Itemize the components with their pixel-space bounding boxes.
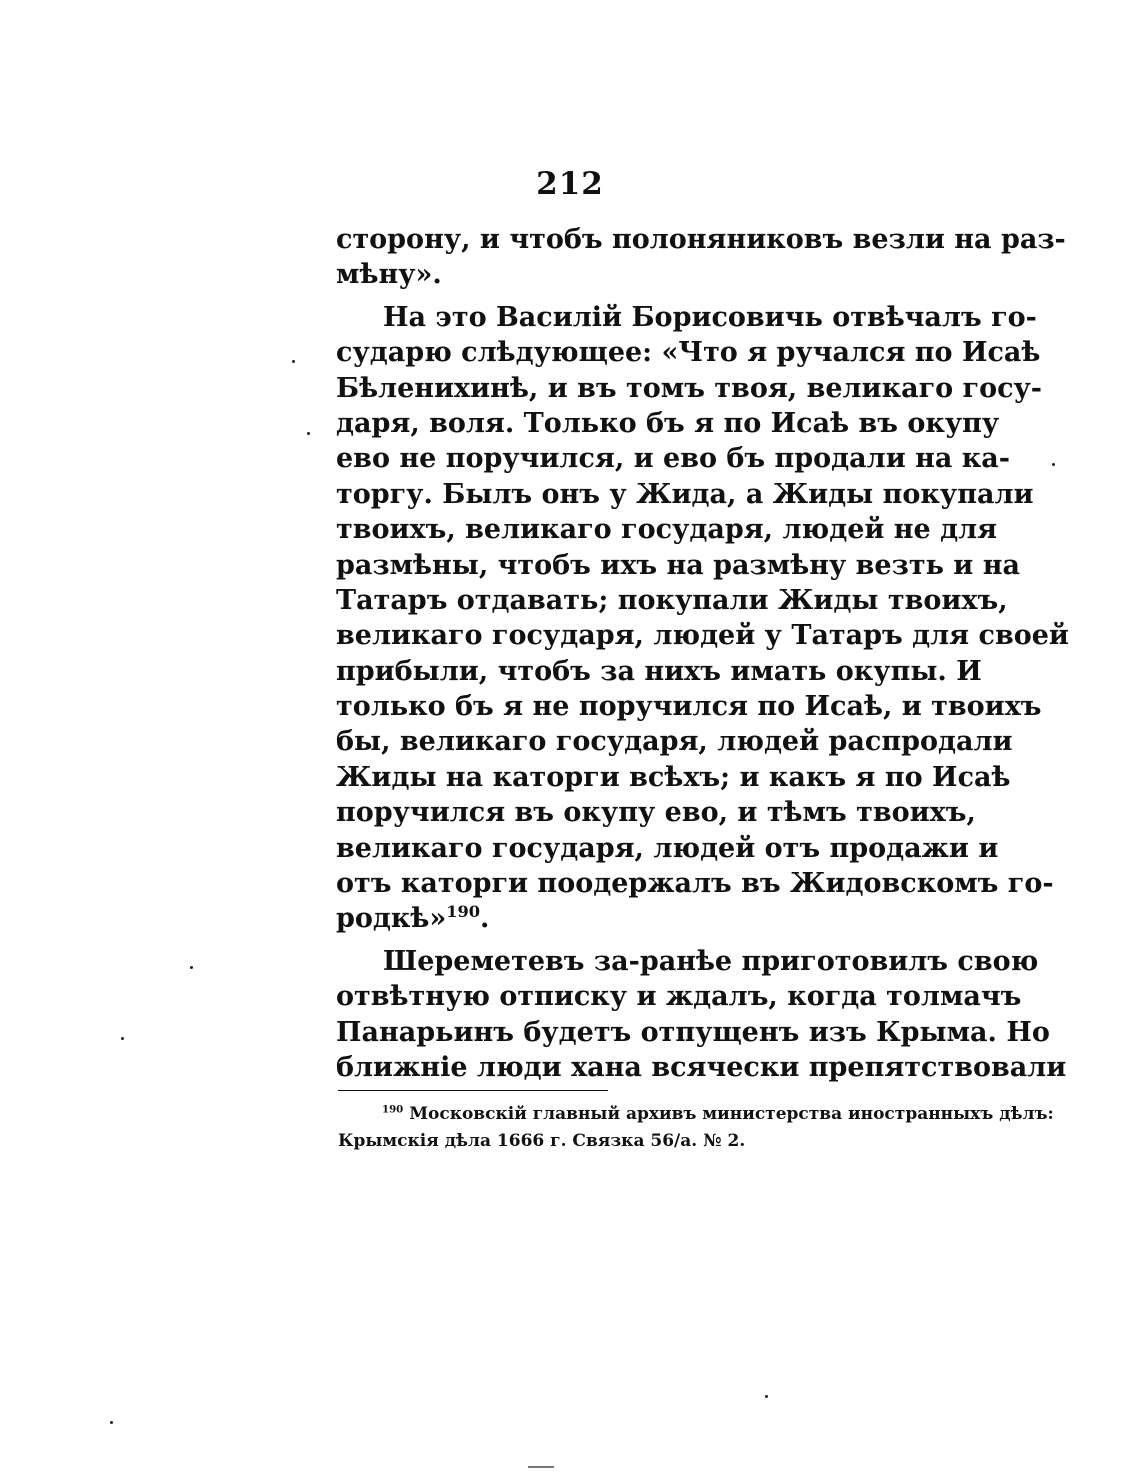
text-line: великаго государя, людей у Татаръ для своей <box>336 620 1069 652</box>
scan-speck <box>292 360 295 363</box>
text-line: Татаръ отдавать; покупали Жиды твоихъ, <box>336 584 1008 616</box>
text-line: мѣну». <box>336 259 442 291</box>
text-line: только бъ я не поручился по Исаѣ, и твоихъ <box>336 691 1042 723</box>
footnote-line <box>338 1101 1054 1128</box>
text-line: даря, воля. Только бъ я по Исаѣ въ окупу <box>336 407 1000 439</box>
text-line: поручился въ окупу ево, и тѣмъ твоихъ, <box>336 797 976 829</box>
text-line-with-footnote-ref: родкѣ»$^{190}$. <box>336 902 490 935</box>
text-line: твоихъ, великаго государя, людей не для <box>336 514 998 546</box>
text-line: сударю слѣдующее: «Что я ручался по Исаѣ <box>336 337 1041 369</box>
scan-speck <box>110 1421 113 1424</box>
page-number: 212 <box>536 166 604 202</box>
footnote <box>338 1101 1054 1155</box>
text-line: сторону, и чтобъ полоняниковъ везли на раз- <box>336 224 1066 255</box>
scan-speck <box>765 1395 768 1398</box>
scan-mark <box>528 1466 554 1468</box>
text-line: прибыли, чтобъ за нихъ имать окупы. И <box>336 655 982 687</box>
scan-speck <box>1052 463 1055 466</box>
text-line: ближніе люди хана всячески препятствовали <box>336 1051 1067 1083</box>
footnote-reference[interactable]: 190 <box>446 902 481 922</box>
footnote-divider <box>338 1090 608 1091</box>
text-line: размѣны, чтобъ ихъ на размѣну везть и на <box>336 549 1020 581</box>
text-line: Панарьинъ будетъ отпущенъ изъ Крыма. Но <box>336 1016 1050 1048</box>
text-line: Бѣленихинѣ, и въ томъ твоя, великаго госу- <box>336 372 1043 404</box>
footnote-line: Крымскія дѣла 1666 г. Связка 56/а. № 2. <box>338 1131 746 1151</box>
footnote-marker: 190 <box>382 1103 404 1116</box>
body-text <box>336 222 1069 1085</box>
paragraph-start-line: На это Василій Борисовичь отвѣчалъ го- <box>383 301 1037 333</box>
paragraph-start-line: Шереметевъ за-ранѣе приготовилъ свою <box>383 945 1039 977</box>
footnote-text: Московскій главный архивъ министерства иностранныхъ дѣлъ: <box>409 1104 1054 1124</box>
text-line: великаго государя, людей отъ продажи и <box>336 832 999 864</box>
text-line: отвѣтную отписку и ждалъ, когда толмачъ <box>336 981 1022 1013</box>
scan-speck <box>121 1037 124 1040</box>
text-line: ево не поручился, и ево бъ продали на ка- <box>336 443 1010 475</box>
text-line: Жиды на каторги всѣхъ; и какъ я по Исаѣ <box>336 761 1011 793</box>
text-line: бы, великаго государя, людей распродали <box>336 726 1013 758</box>
scan-speck <box>307 432 310 435</box>
text-line: отъ каторги поодержалъ въ Жидовскомъ го- <box>336 868 1054 900</box>
text-line: торгу. Былъ онъ у Жида, а Жиды покупали <box>336 478 1034 510</box>
text-fragment: родкѣ» <box>336 903 447 935</box>
scan-speck <box>190 966 193 969</box>
